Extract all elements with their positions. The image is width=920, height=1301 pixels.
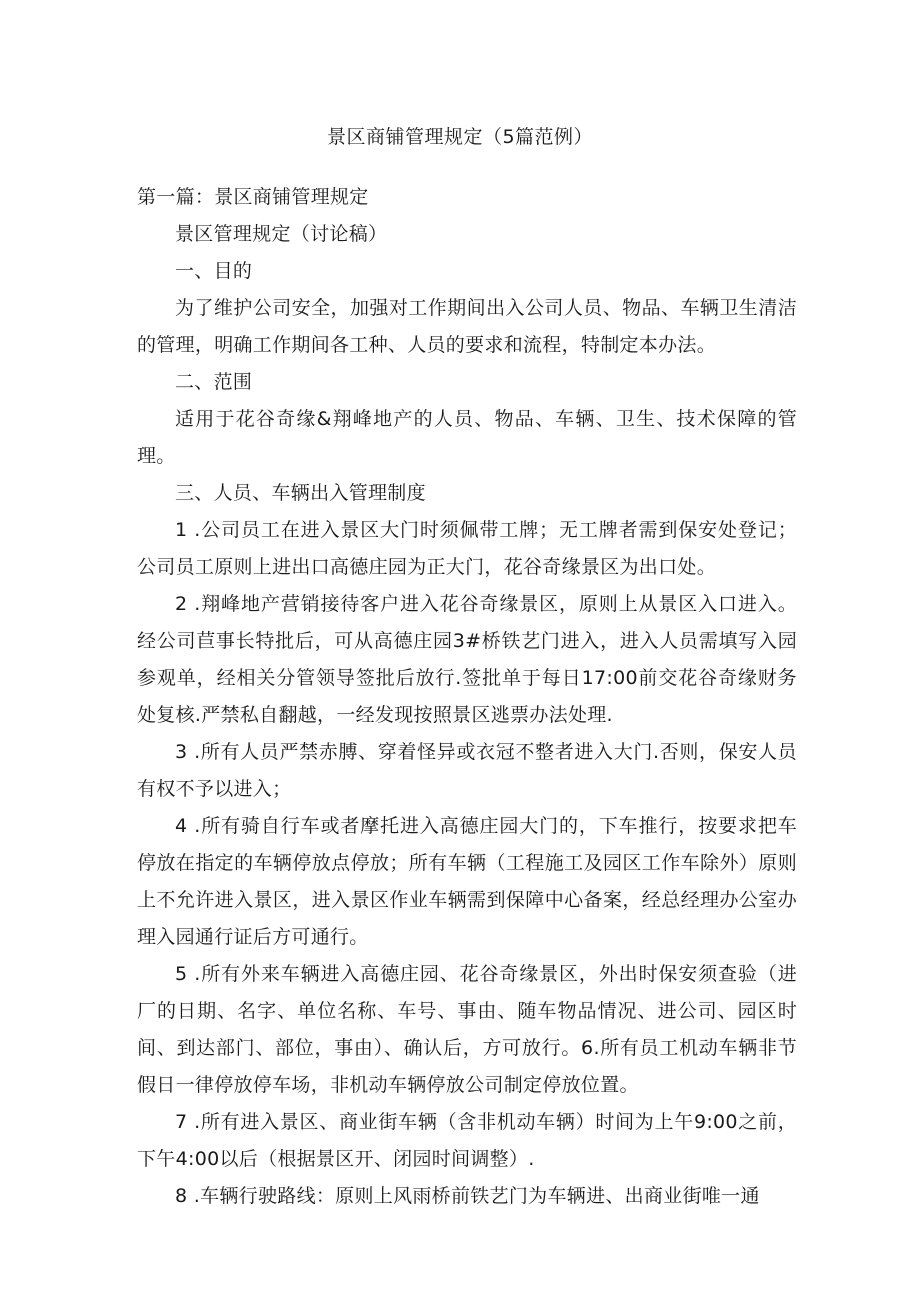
heading-purpose: 一、目的 xyxy=(175,260,253,282)
rule-item-4: 4 .所有骑自行车或者摩托进入高德庄园大门的，下车推行，按要求把车停放在指定的车辆停放点停放；所有车辆（工程施工及园区工作车除外）原则上不允许进入景区，进入景区作业车辆需到保障中心备案，经总经理办公室办理入园通行证后方可通行。 xyxy=(137,815,797,948)
rule-item-3: 3 .所有人员严禁赤膊、穿着怪异或衣冠不整者进入大门.否则，保安人员有权不予以进入； xyxy=(137,741,797,800)
rule-item-7: 7 .所有进入景区、商业街车辆（含非机动车辆）时间为上午9:00之前，下午4:00以后（根据景区开、闭园时间调整）. xyxy=(137,1111,797,1170)
document-title: 景区商铺管理规定（5篇范例） xyxy=(326,126,594,148)
rule-item-5: 5 .所有外来车辆进入高德庄园、花谷奇缘景区，外出时保安须查验（进厂的日期、名字、单位名称、车号、事由、随车物品情况、进公司、园区时间、到达部门、部位，事由）、确认后，方可放行。6.所有员工机动车辆非节假日一律停放停车场，非机动车辆停放公司制定停放位置。 xyxy=(137,963,797,1096)
rule-item-2: 2 .翔峰地产营销接待客户进入花谷奇缘景区，原则上从景区入口进入。经公司苣事长特批后，可从高德庄园3#桥铁艺门进入，进入人员需填写入园参观单，经相关分管领导签批后放行.签批单于每日17:00前交花谷奇缘财务处复核.严禁私自翻越，一经发现按照景区逃票办法处理. xyxy=(137,593,797,726)
rule-item-1: 1 .公司员工在进入景区大门时须佩带工牌；无工牌者需到保安处登记；公司员工原则上进出口高德庄园为正大门，花谷奇缘景区为出口处。 xyxy=(137,519,797,578)
subtitle-paragraph: 景区管理规定（讨论稿） xyxy=(175,223,388,245)
paragraph-scope: 适用于花谷奇缘&翔峰地产的人员、物品、车辆、卫生、技术保障的管理。 xyxy=(137,408,797,467)
document-body xyxy=(137,179,797,1215)
section-heading-part-one: 第一篇：景区商铺管理规定 xyxy=(137,186,369,208)
heading-access-rules: 三、人员、车辆出入管理制度 xyxy=(175,482,426,504)
rule-item-8: 8 .车辆行驶路线：原则上风雨桥前铁艺门为车辆进、出商业街唯一通 xyxy=(175,1185,760,1207)
paragraph-purpose: 为了维护公司安全，加强对工作期间出入公司人员、物品、车辆卫生清洁的管理，明确工作期间各工种、人员的要求和流程，特制定本办法。 xyxy=(137,297,797,356)
heading-scope: 二、范围 xyxy=(175,371,253,393)
